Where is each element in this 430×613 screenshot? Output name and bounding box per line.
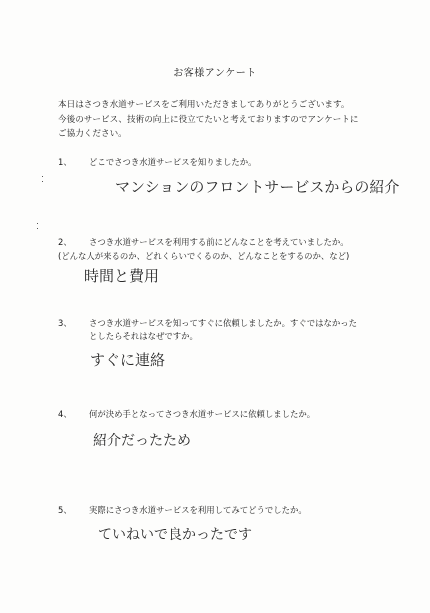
question-1 — [58, 156, 388, 170]
question-number: 1、 — [58, 157, 72, 167]
question-number: 2、 — [58, 237, 72, 247]
question-text-continued: としたらそれはなぜですか。 — [89, 331, 198, 341]
handwritten-answer-1: マンションのフロントサービスからの紹介 — [115, 178, 400, 196]
question-2 — [58, 236, 398, 250]
question-text: 実際にさつき水道サービスを利用してみてどうでしたか。 — [89, 505, 307, 515]
question-4 — [58, 408, 388, 422]
question-number: 5、 — [58, 505, 72, 515]
scan-speck — [42, 176, 43, 177]
handwritten-answer-2: 時間と費用 — [84, 267, 160, 285]
intro-line: 本日はさつき水道サービスをご利用いただきましてありがとうございます。 — [58, 100, 350, 110]
question-5 — [58, 504, 388, 518]
question-text: 何が決め手となってさつき水道サービスに依頼しましたか。 — [89, 409, 316, 419]
question-text: どこでさつき水道サービスを知りましたか。 — [89, 157, 257, 167]
question-text: さつき水道サービスを知ってすぐに依頼しましたか。すぐではなかった — [89, 318, 357, 328]
survey-title: お客様アンケート — [173, 68, 257, 79]
question-2-subtext: (どんな人が来るのか、どれくらいでくるのか、どんなことをするのか、など) — [58, 251, 350, 261]
handwritten-answer-5: ていねいで良かったです — [98, 527, 252, 543]
survey-intro — [58, 98, 388, 142]
question-text: さつき水道サービスを利用する前にどんなことを考えていましたか。 — [89, 237, 349, 247]
question-number: 4、 — [58, 409, 72, 419]
handwritten-answer-4: 紹介だったため — [93, 433, 191, 449]
handwritten-answer-3: すぐに連絡 — [90, 351, 166, 369]
scan-speck — [37, 223, 38, 224]
question-number: 3、 — [58, 318, 72, 328]
question-3 — [58, 317, 398, 345]
scan-speck — [37, 228, 38, 229]
scan-speck — [42, 181, 43, 182]
intro-line: 今後のサービス、技術の向上に役立てたいと考えておりますのでアンケートに — [58, 114, 359, 125]
intro-line: ご協力ください。 — [58, 129, 127, 139]
